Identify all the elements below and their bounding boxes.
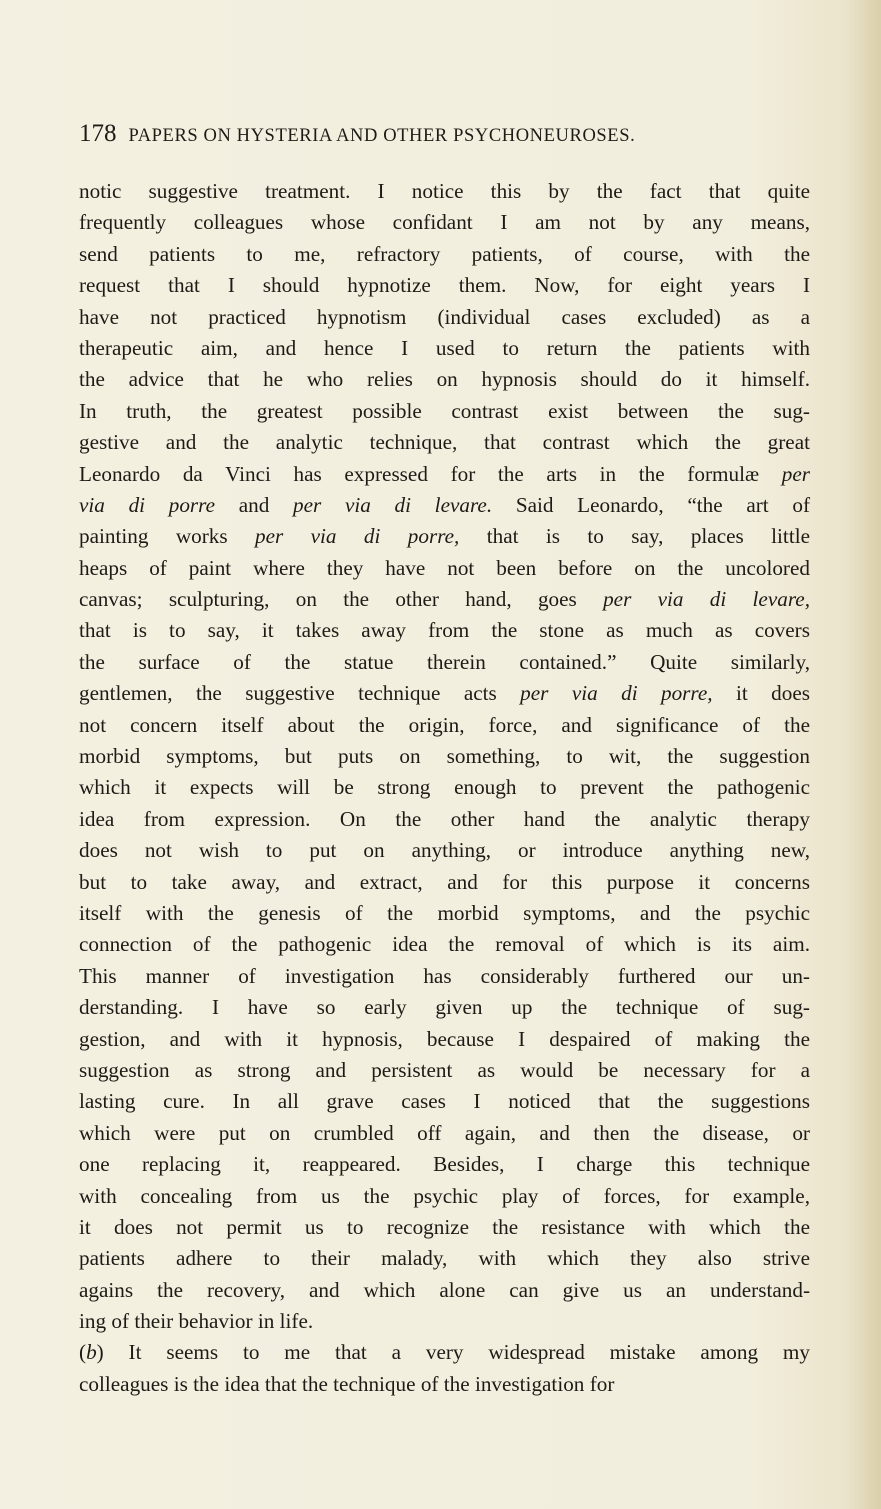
text-segment: which were put on crumbled off again, and then the disease, or (79, 1120, 810, 1145)
text-segment: frequently colleagues whose confidant I am not by any means, (79, 210, 810, 235)
text-line (79, 929, 810, 960)
text-segment: patients adhere to their malady, with which they also strive (79, 1246, 810, 1271)
text-segment: idea from expression. On the other hand the analytic therapy (79, 806, 810, 831)
text-line (79, 1118, 810, 1149)
text-line (79, 302, 810, 333)
text-line (79, 1055, 810, 1086)
text-line (79, 678, 810, 709)
text-line (79, 1086, 810, 1117)
italic-phrase: per via di porre, (520, 681, 713, 706)
text-segment: Said Leonardo, “the art of (492, 492, 811, 517)
text-segment: that is to say, it takes away from the stone as much as covers (79, 618, 810, 643)
text-segment: gestion, and with it hypnosis, because I despaired of making the (79, 1026, 810, 1051)
text-line (79, 804, 810, 835)
text-line (79, 364, 810, 395)
running-header (79, 120, 799, 148)
text-line (79, 1306, 810, 1337)
text-segment: lasting cure. In all grave cases I noticed that the suggestions (79, 1089, 810, 1114)
text-line (79, 992, 810, 1023)
text-segment: which it expects will be strong enough to prevent the pathogenic (79, 775, 810, 800)
text-line (79, 396, 810, 427)
italic-phrase: b (86, 1340, 97, 1365)
text-segment: heaps of paint where they have not been before on the uncolored (79, 555, 810, 580)
text-segment: gestive and the analytic technique, that contrast which the great (79, 430, 810, 455)
text-line (79, 1275, 810, 1306)
page-number: 178 (79, 120, 117, 147)
italic-phrase: per via di levare, (603, 587, 810, 612)
text-segment: ing of their behavior in life. (79, 1309, 314, 1334)
text-line (79, 1149, 810, 1180)
text-segment: gentlemen, the suggestive technique acts (79, 681, 521, 706)
text-line (79, 835, 810, 866)
text-line (79, 584, 810, 615)
text-segment: suggestion as strong and persistent as would be necessary for a (79, 1057, 810, 1082)
text-segment: morbid symptoms, but puts on something, to wit, the suggestion (79, 744, 810, 769)
italic-phrase: per via di levare. (293, 492, 493, 517)
text-segment: send patients to me, refractory patients, of course, with the (79, 241, 810, 266)
text-line (79, 710, 810, 741)
text-line (79, 615, 810, 646)
text-line (79, 772, 810, 803)
text-segment: one replacing it, reappeared. Besides, I charge this technique (79, 1152, 810, 1177)
text-segment: with concealing from us the psychic play of forces, for example, (79, 1183, 810, 1208)
text-segment: agains the recovery, and which alone can give us an understand- (79, 1277, 810, 1302)
text-line (79, 553, 810, 584)
text-line (79, 1369, 810, 1400)
italic-phrase: via di porre (79, 492, 216, 517)
text-line (79, 1337, 810, 1368)
text-segment: it does (712, 681, 810, 706)
text-line (79, 647, 810, 678)
text-segment: and (215, 492, 294, 517)
text-line (79, 961, 810, 992)
text-line (79, 427, 810, 458)
text-segment: connection of the pathogenic idea the removal of which is its aim. (79, 932, 810, 957)
text-segment: colleagues is the idea that the technique of the investigation for (79, 1371, 615, 1396)
text-segment: does not wish to put on anything, or introduce anything new, (79, 838, 810, 863)
text-line (79, 1212, 810, 1243)
italic-phrase: per via di porre, (255, 524, 460, 549)
text-segment: itself with the genesis of the morbid symptoms, and the psychic (79, 900, 810, 925)
text-segment: it does not permit us to recognize the resistance with which the (79, 1214, 810, 1239)
text-segment: painting works (79, 524, 255, 549)
text-line (79, 521, 810, 552)
text-segment: canvas; sculpturing, on the other hand, goes (79, 587, 604, 612)
text-line (79, 490, 810, 521)
text-segment: not concern itself about the origin, force, and significance of the (79, 712, 810, 737)
text-segment: derstanding. I have so early given up the technique of sug- (79, 995, 810, 1020)
text-line (79, 1243, 810, 1274)
text-segment: notic suggestive treatment. I notice this by the fact that quite (79, 179, 810, 203)
text-line (79, 741, 810, 772)
text-line (79, 176, 810, 207)
text-segment: This manner of investigation has considerably furthered our un- (79, 963, 810, 988)
text-segment: Leonardo da Vinci has expressed for the arts in the formulæ (79, 461, 782, 486)
text-segment: In truth, the greatest possible contrast exist between the sug- (79, 398, 810, 423)
text-line (79, 1024, 810, 1055)
text-segment: that is to say, places little (459, 524, 810, 549)
text-segment: the surface of the statue therein contained.” Quite similarly, (79, 649, 810, 674)
running-title: PAPERS ON HYSTERIA AND OTHER PSYCHONEUROSES. (128, 126, 636, 146)
body-text (79, 176, 810, 1400)
text-segment: ( (79, 1340, 87, 1365)
text-line (79, 898, 810, 929)
text-line (79, 867, 810, 898)
text-segment: have not practiced hypnotism (individual cases excluded) as a (79, 304, 810, 329)
text-line (79, 239, 810, 270)
text-segment: but to take away, and extract, and for this purpose it concerns (79, 869, 810, 894)
text-segment: ) It seems to me that a very widespread mistake among my (96, 1340, 810, 1365)
text-line (79, 459, 810, 490)
italic-phrase: per (781, 461, 810, 486)
text-segment: request that I should hypnotize them. Now, for eight years I (79, 273, 810, 298)
text-line (79, 1181, 810, 1212)
text-line (79, 333, 810, 364)
text-segment: the advice that he who relies on hypnosis should do it himself. (79, 367, 810, 392)
text-line (79, 270, 810, 301)
text-segment: therapeutic aim, and hence I used to return the patients with (79, 335, 810, 360)
text-line (79, 207, 810, 238)
